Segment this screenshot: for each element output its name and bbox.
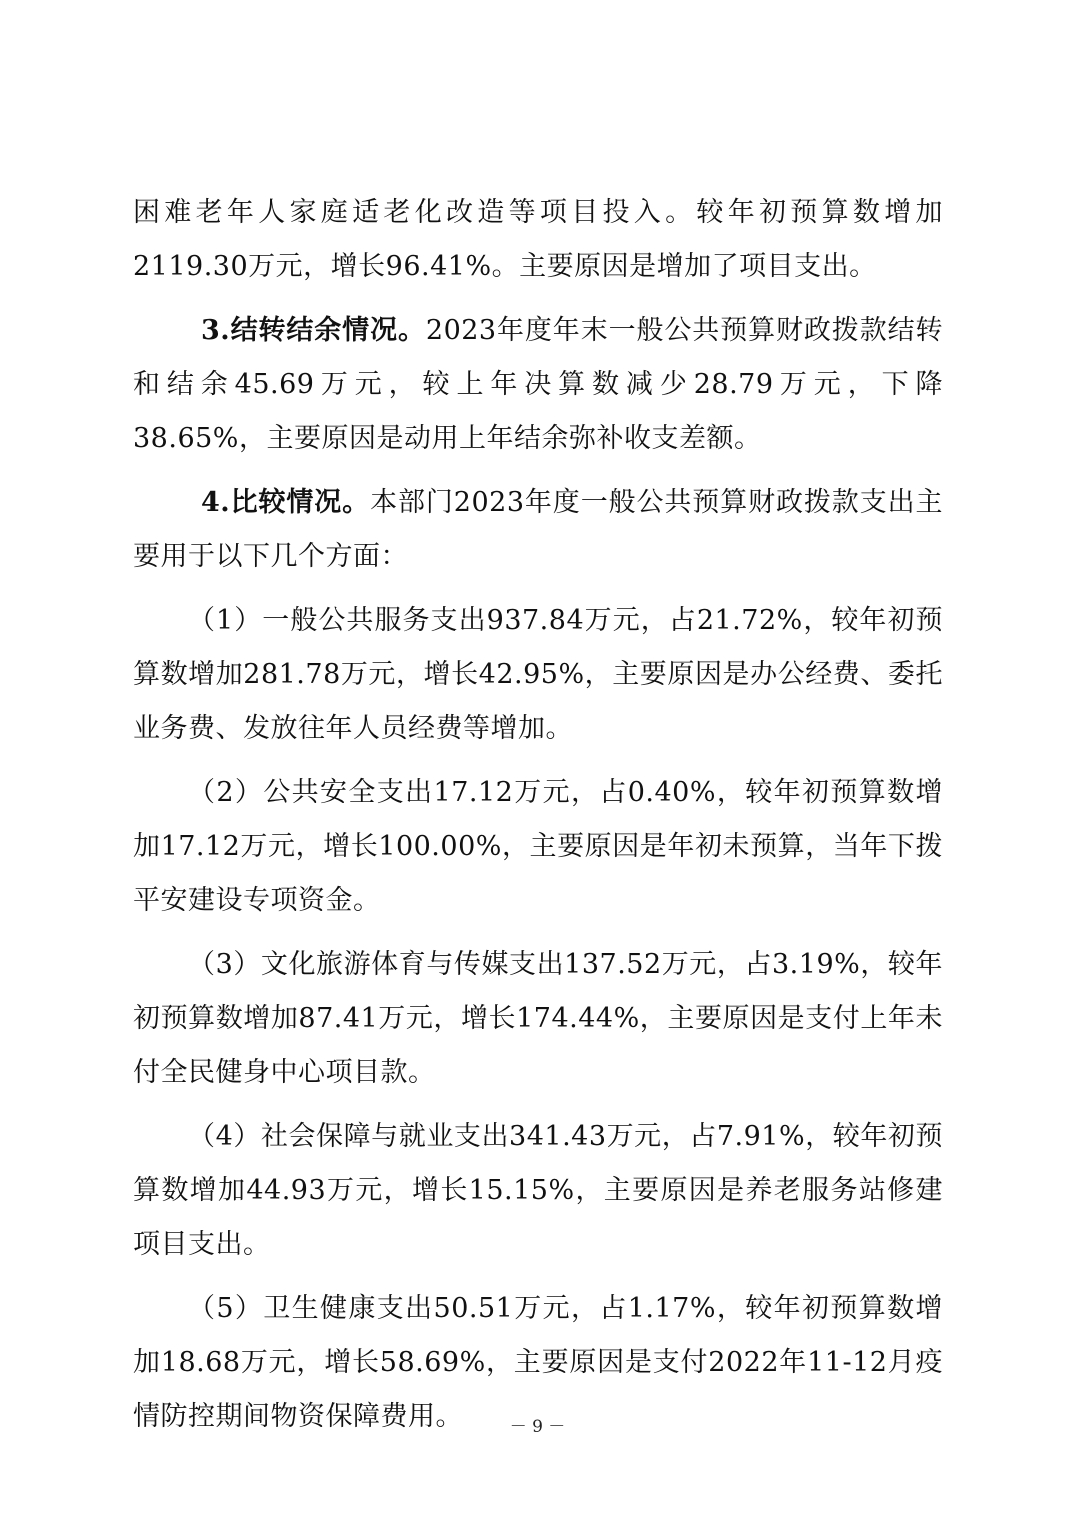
paragraph-text: 困难老年人家庭适老化改造等项目投入。较年初预算数增加2119.30万元，增长96.41%。主要原因是增加了项目支出。 <box>133 197 943 282</box>
paragraph-carryover-balance <box>133 304 943 466</box>
section-heading: 4.比较情况。 <box>201 487 371 518</box>
paragraph-comparison <box>133 476 943 584</box>
paragraph-text: （5）卫生健康支出50.51万元，占1.17%，较年初预算数增加18.68万元，增长58.69%，主要原因是支付2022年11-12月疫情防控期间物资保障费用。 <box>133 1293 943 1432</box>
paragraph-text: 本部门2023年度一般公共预算财政拨款支出主要用于以下几个方面： <box>133 487 944 572</box>
paragraph-text: （4）社会保障与就业支出341.43万元，占7.91%，较年初预算数增加44.93万元，增长15.15%，主要原因是养老服务站修建项目支出。 <box>133 1121 943 1260</box>
paragraph-text: （2）公共安全支出17.12万元，占0.40%，较年初预算数增加17.12万元，增长100.00%，主要原因是年初未预算，当年下拨平安建设专项资金。 <box>133 777 943 916</box>
paragraph-text: 2023年度年末一般公共预算财政拨款结转和结余45.69万元，较上年决算数减少28.79万元，下降38.65%，主要原因是动用上年结余弥补收支差额。 <box>133 315 943 454</box>
list-item <box>133 1110 943 1272</box>
document-body <box>133 186 943 1454</box>
section-heading: 3.结转结余情况。 <box>201 315 426 346</box>
paragraph-text: （3）文化旅游体育与传媒支出137.52万元，占3.19%，较年初预算数增加87.41万元，增长174.44%，主要原因是支付上年未付全民健身中心项目款。 <box>133 949 943 1088</box>
list-item <box>133 938 943 1100</box>
page-number: － 9 － <box>509 1417 566 1437</box>
paragraph-text: （1）一般公共服务支出937.84万元，占21.72%，较年初预算数增加281.78万元，增长42.95%，主要原因是办公经费、委托业务费、发放往年人员经费等增加。 <box>133 605 943 744</box>
list-item <box>133 766 943 928</box>
paragraph-continuation <box>133 186 943 294</box>
list-item <box>133 594 943 756</box>
